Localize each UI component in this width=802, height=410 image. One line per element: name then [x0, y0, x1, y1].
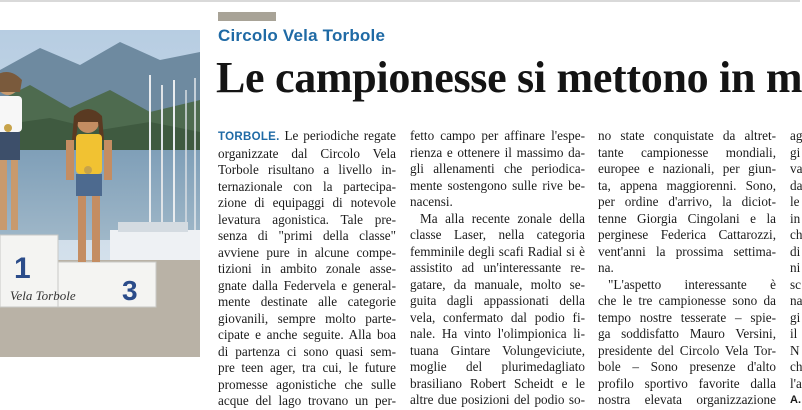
col1-line: ternazionale con la partecipa- — [218, 178, 396, 194]
col2-line: altre due posizioni del podio so- — [410, 392, 585, 407]
col1-line: organizzate dal Circolo Vela — [218, 145, 396, 161]
col2-line: gatare, da manuale, molto se- — [410, 276, 585, 292]
col2-line: assistito ad un'interessante re- — [410, 260, 585, 275]
col2-line: nale. Ha vinto l'olimpionica li- — [410, 326, 585, 341]
col3-line: perginese Federica Cattarozzi, — [598, 227, 776, 242]
article-column-3 — [598, 128, 776, 409]
col4-line: gi — [790, 309, 801, 325]
col1-line: di partenza ci sono quasi sem- — [218, 343, 396, 359]
col1-line: avviene pure in alcune compe- — [218, 244, 396, 260]
col3-line: na. — [598, 260, 614, 275]
col3-line: bole – Sono presenze d'alto — [598, 359, 776, 374]
article-column-2 — [410, 128, 585, 409]
col4-line: da — [790, 177, 802, 193]
col3-line: vent'anni la prossima settima- — [598, 243, 776, 259]
top-rule — [0, 0, 800, 2]
article-column-1 — [218, 128, 396, 410]
col2-line: gli allenamenti che periodica- — [410, 161, 585, 176]
col1-line: tizioni in ambito zonale asse- — [218, 261, 396, 276]
col2-line: rienza e ottenere il massimo da- — [410, 144, 585, 160]
col2-line: fetto campo per affinare l'espe- — [410, 128, 585, 143]
col1-line: promesse agonistiche che sulle — [218, 376, 396, 392]
col4-line: ch — [790, 227, 802, 242]
col1-line: Le periodiche regate — [279, 128, 396, 143]
col2-line: vela, confermato dal podio fi- — [410, 309, 585, 325]
col2-line: Ma alla recente zonale della — [420, 210, 585, 226]
col3-line: no state conquistate da altret- — [598, 128, 776, 143]
col1-line: gnate dalla Federvela e general- — [218, 277, 396, 293]
kicker-bar — [218, 12, 276, 21]
podium-number-3: 3 — [122, 275, 138, 306]
col2-line: classe Laser, nella categoria — [410, 227, 585, 242]
col4-line: di — [790, 243, 801, 259]
col3-line: "L'aspetto interessante è — [608, 276, 776, 292]
col2-line: mente sostengono sulle rive be- — [410, 177, 585, 193]
col2-line: tuana Gintare Volungeviciute, — [410, 342, 585, 358]
col3-line: ga soddisfatto Mauro Versini, — [598, 326, 776, 341]
col3-line: tante campionesse mondiali, — [598, 144, 776, 160]
col4-line: gi — [790, 144, 801, 160]
col2-line: brasiliano Robert Scheidt e le — [410, 375, 585, 391]
col4-line: ch — [790, 359, 802, 374]
col3-line: che le tre campionesse sono da — [598, 293, 776, 308]
article-photo — [0, 30, 200, 357]
article-column-4 — [790, 128, 802, 409]
col1-line: zione di equipaggi di notevole — [218, 195, 396, 210]
article-headline: Le campionesse si mettono in m — [216, 53, 802, 102]
col3-line: europee e nazionali, per giun- — [598, 161, 776, 176]
col4-line: il — [790, 326, 798, 341]
col1-line: pre teen ager, tra cui, le future — [218, 360, 396, 375]
col3-line: per ordine d'arrivo, la diciot- — [598, 194, 776, 209]
col1-line: acque del lago trovano un per- — [218, 393, 396, 408]
col4-line: N — [790, 342, 800, 358]
col3-line: presidente del Circolo Vela Tor- — [598, 342, 776, 358]
col1-line: levatura agonistica. Tale pre- — [218, 211, 396, 227]
col4-line: ag — [790, 128, 802, 143]
col3-line: ta, appena maggiorenni. Sono, — [598, 177, 776, 193]
col2-line: moglie del plurimedagliato — [410, 359, 585, 374]
col2-line: guita dagli appassionati della — [410, 293, 585, 308]
col2-line: femminile degli scafi Radial si è — [410, 243, 585, 259]
col4-line: ni — [790, 260, 801, 275]
col4-line: le — [790, 194, 800, 209]
col4-line: l'a — [790, 375, 802, 391]
col3-line: profilo sportivo favorite dalla — [598, 375, 776, 391]
col4-line: in — [790, 210, 801, 226]
col1-line: giovanili, sempre molto parte- — [218, 310, 396, 326]
col2-line: nacensi. — [410, 194, 453, 209]
podium-text: Vela Torbole — [10, 288, 76, 303]
col3-line: tenne Giorgia Cingolani e la — [598, 210, 776, 226]
col3-line: tempo nostre tesserate – spie- — [598, 309, 776, 325]
col4-line: na — [790, 293, 802, 308]
podium-number-1: 1 — [14, 252, 31, 285]
col1-line: senza di "primi della classe" — [218, 228, 396, 243]
col4-line: sc — [790, 276, 801, 292]
col3-line: nostra elevata organizzazione — [598, 392, 776, 407]
col1-line: mente destinate alle categorie — [218, 294, 396, 309]
col4-line: va — [790, 161, 802, 176]
col1-line: cipate e anche seguite. Alla boa — [218, 327, 396, 342]
section-kicker: Circolo Vela Torbole — [218, 26, 386, 45]
dateline: TORBOLE. — [218, 131, 280, 143]
col4-line: A. — [790, 394, 801, 406]
col1-line: Torbole risultano a livello in- — [218, 162, 396, 177]
